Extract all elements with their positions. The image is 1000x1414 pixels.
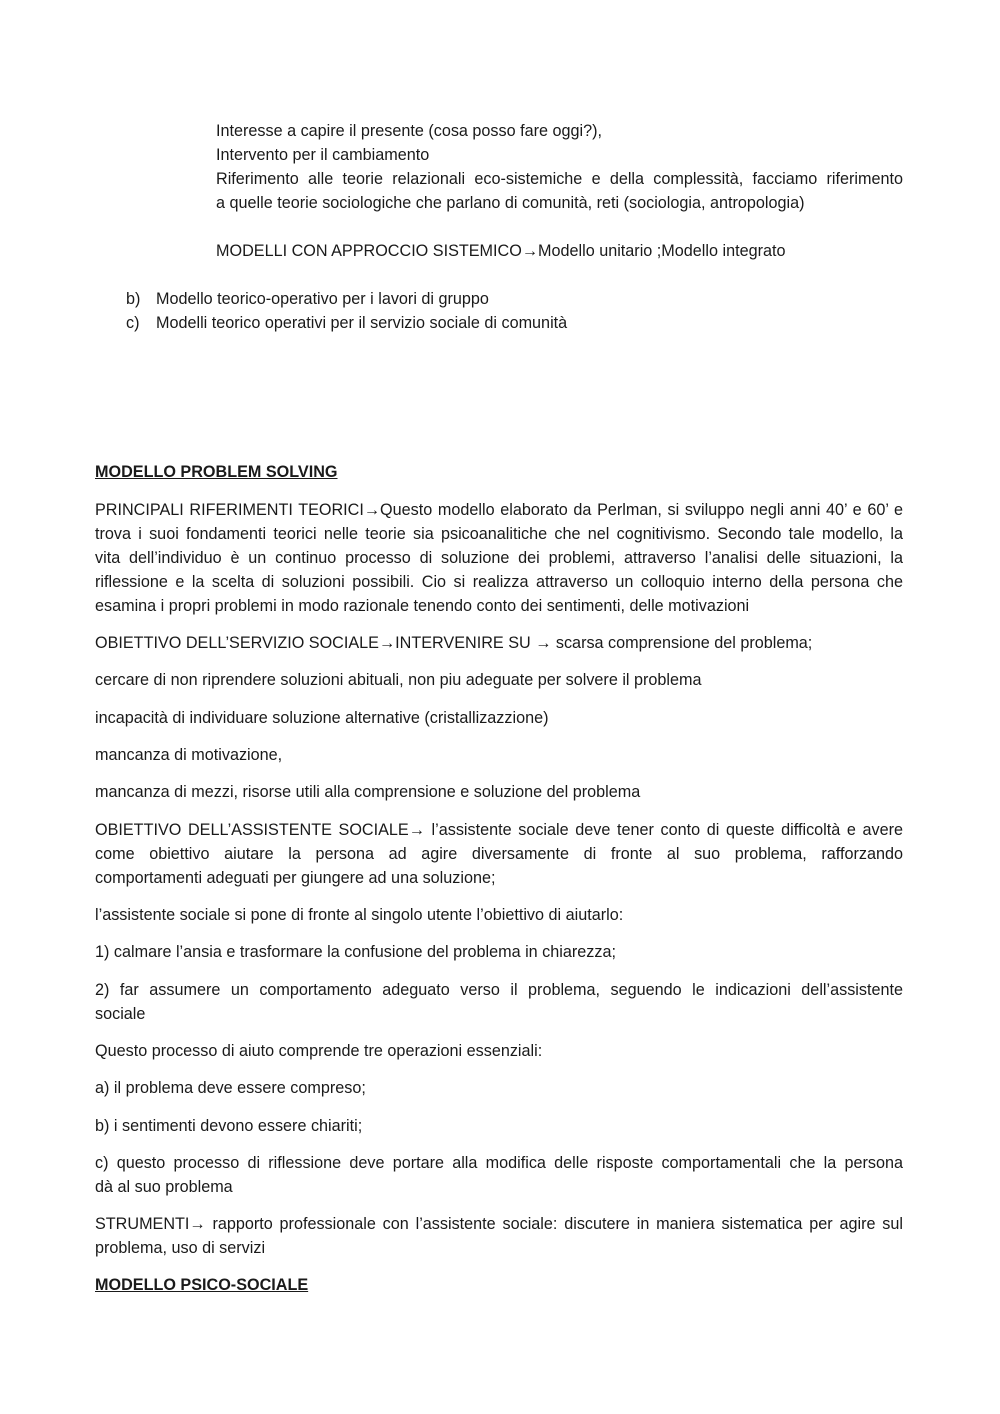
- intro-line: a quelle teorie sociologiche che parlano di comunità, reti (sociologia, antropologia): [216, 194, 805, 212]
- paragraph-line: comportamenti adeguati per giungere ad una soluzione;: [95, 869, 496, 887]
- tools-label: STRUMENTI: [95, 1215, 190, 1233]
- arrow-icon: →: [189, 1215, 206, 1233]
- arrow-icon: →: [408, 821, 425, 839]
- list-marker: c): [126, 314, 140, 332]
- systemic-label: MODELLI CON APPROCCIO SISTEMICO: [216, 242, 522, 260]
- paragraph-line: Questo processo di aiuto comprende tre operazioni essenziali:: [95, 1042, 543, 1060]
- paragraph-line: l’assistente sociale si pone di fronte al singolo utente l’obiettivo di aiutarlo:: [95, 906, 624, 924]
- list-marker: b): [126, 290, 141, 308]
- paragraph-line: a) il problema deve essere compreso;: [95, 1079, 366, 1097]
- refs-text: Questo modello elaborato da Perlman, si sviluppo negli anni 40’ e 60’ e: [380, 501, 903, 519]
- paragraph-line: riflessione e la scelta di soluzioni possibili. Cio si realizza attraverso un colloquio interno della persona che: [95, 573, 903, 591]
- intervene-label: INTERVENIRE SU: [395, 634, 536, 652]
- intro-line: Riferimento alle teorie relazionali eco-sistemiche e della complessità, facciamo riferimento: [216, 170, 903, 188]
- paragraph-line: [95, 1212, 903, 1236]
- paragraph-line: problema, uso di servizi: [95, 1239, 266, 1257]
- intro-line: Intervento per il cambiamento: [216, 146, 430, 164]
- paragraph-line: c) questo processo di riflessione deve portare alla modifica delle risposte comportamentali che la persona: [95, 1154, 903, 1172]
- systemic-models: Modello unitario ;Modello integrato: [538, 242, 786, 260]
- arrow-icon: →: [378, 634, 396, 652]
- paragraph-line: b) i sentimenti devono essere chiariti;: [95, 1117, 363, 1135]
- arrow-icon: →: [521, 242, 539, 260]
- paragraph-line: come obiettivo aiutare la persona ad agire diversamente di fronte al suo problema, rafforzando: [95, 845, 903, 863]
- arrow-icon: →: [363, 501, 381, 519]
- paragraph-line: 1) calmare l’ansia e trasformare la confusione del problema in chiarezza;: [95, 943, 616, 961]
- section-heading: MODELLO PROBLEM SOLVING: [95, 463, 338, 481]
- objective-service-label: OBIETTIVO DELL’SERVIZIO SOCIALE: [95, 634, 379, 652]
- paragraph-line: incapacità di individuare soluzione alternative (cristallizazzione): [95, 709, 549, 727]
- list-item-text: Modello teorico-operativo per i lavori di gruppo: [156, 290, 489, 308]
- paragraph-line: vita dell’individuo è un continuo processo di soluzione dei problemi, attraverso l’analisi delle situazioni, la: [95, 549, 903, 567]
- paragraph-line: sociale: [95, 1005, 146, 1023]
- arrow-icon: →: [535, 634, 552, 652]
- paragraph-line: [95, 818, 903, 842]
- intro-line: Interesse a capire il presente (cosa posso fare oggi?),: [216, 122, 603, 140]
- objective-service-text: scarsa comprensione del problema;: [551, 634, 813, 652]
- section-heading: MODELLO PSICO-SOCIALE: [95, 1276, 309, 1294]
- paragraph-line: mancanza di mezzi, risorse utili alla comprensione e soluzione del problema: [95, 783, 641, 801]
- paragraph-line: cercare di non riprendere soluzioni abituali, non piu adeguate per solvere il problema: [95, 671, 702, 689]
- list-item-text: Modelli teorico operativi per il servizio sociale di comunità: [156, 314, 568, 332]
- refs-label: PRINCIPALI RIFERIMENTI TEORICI: [95, 501, 364, 519]
- paragraph-line: esamina i propri problemi in modo razionale tenendo conto dei sentimenti, delle motivazioni: [95, 597, 750, 615]
- paragraph-line: [95, 631, 903, 655]
- objective-worker-label: OBIETTIVO DELL’ASSISTENTE SOCIALE: [95, 821, 409, 839]
- paragraph-line: [95, 498, 903, 522]
- paragraph-line: dà al suo problema: [95, 1178, 233, 1196]
- tools-text: rapporto professionale con l’assistente sociale: discutere in maniera sistematica per agire sul: [205, 1215, 903, 1233]
- systemic-approach-line: [216, 239, 785, 263]
- paragraph-line: mancanza di motivazione,: [95, 746, 283, 764]
- objective-worker-text: l’assistente sociale deve tener conto di queste difficoltà e avere: [424, 821, 904, 839]
- paragraph-line: trova i suoi fondamenti teorici nelle teorie sia psicoanalitiche che nel cognitivismo. Secondo tale modello, la: [95, 525, 903, 543]
- paragraph-line: 2) far assumere un comportamento adeguato verso il problema, seguendo le indicazioni dell’assistente: [95, 981, 903, 999]
